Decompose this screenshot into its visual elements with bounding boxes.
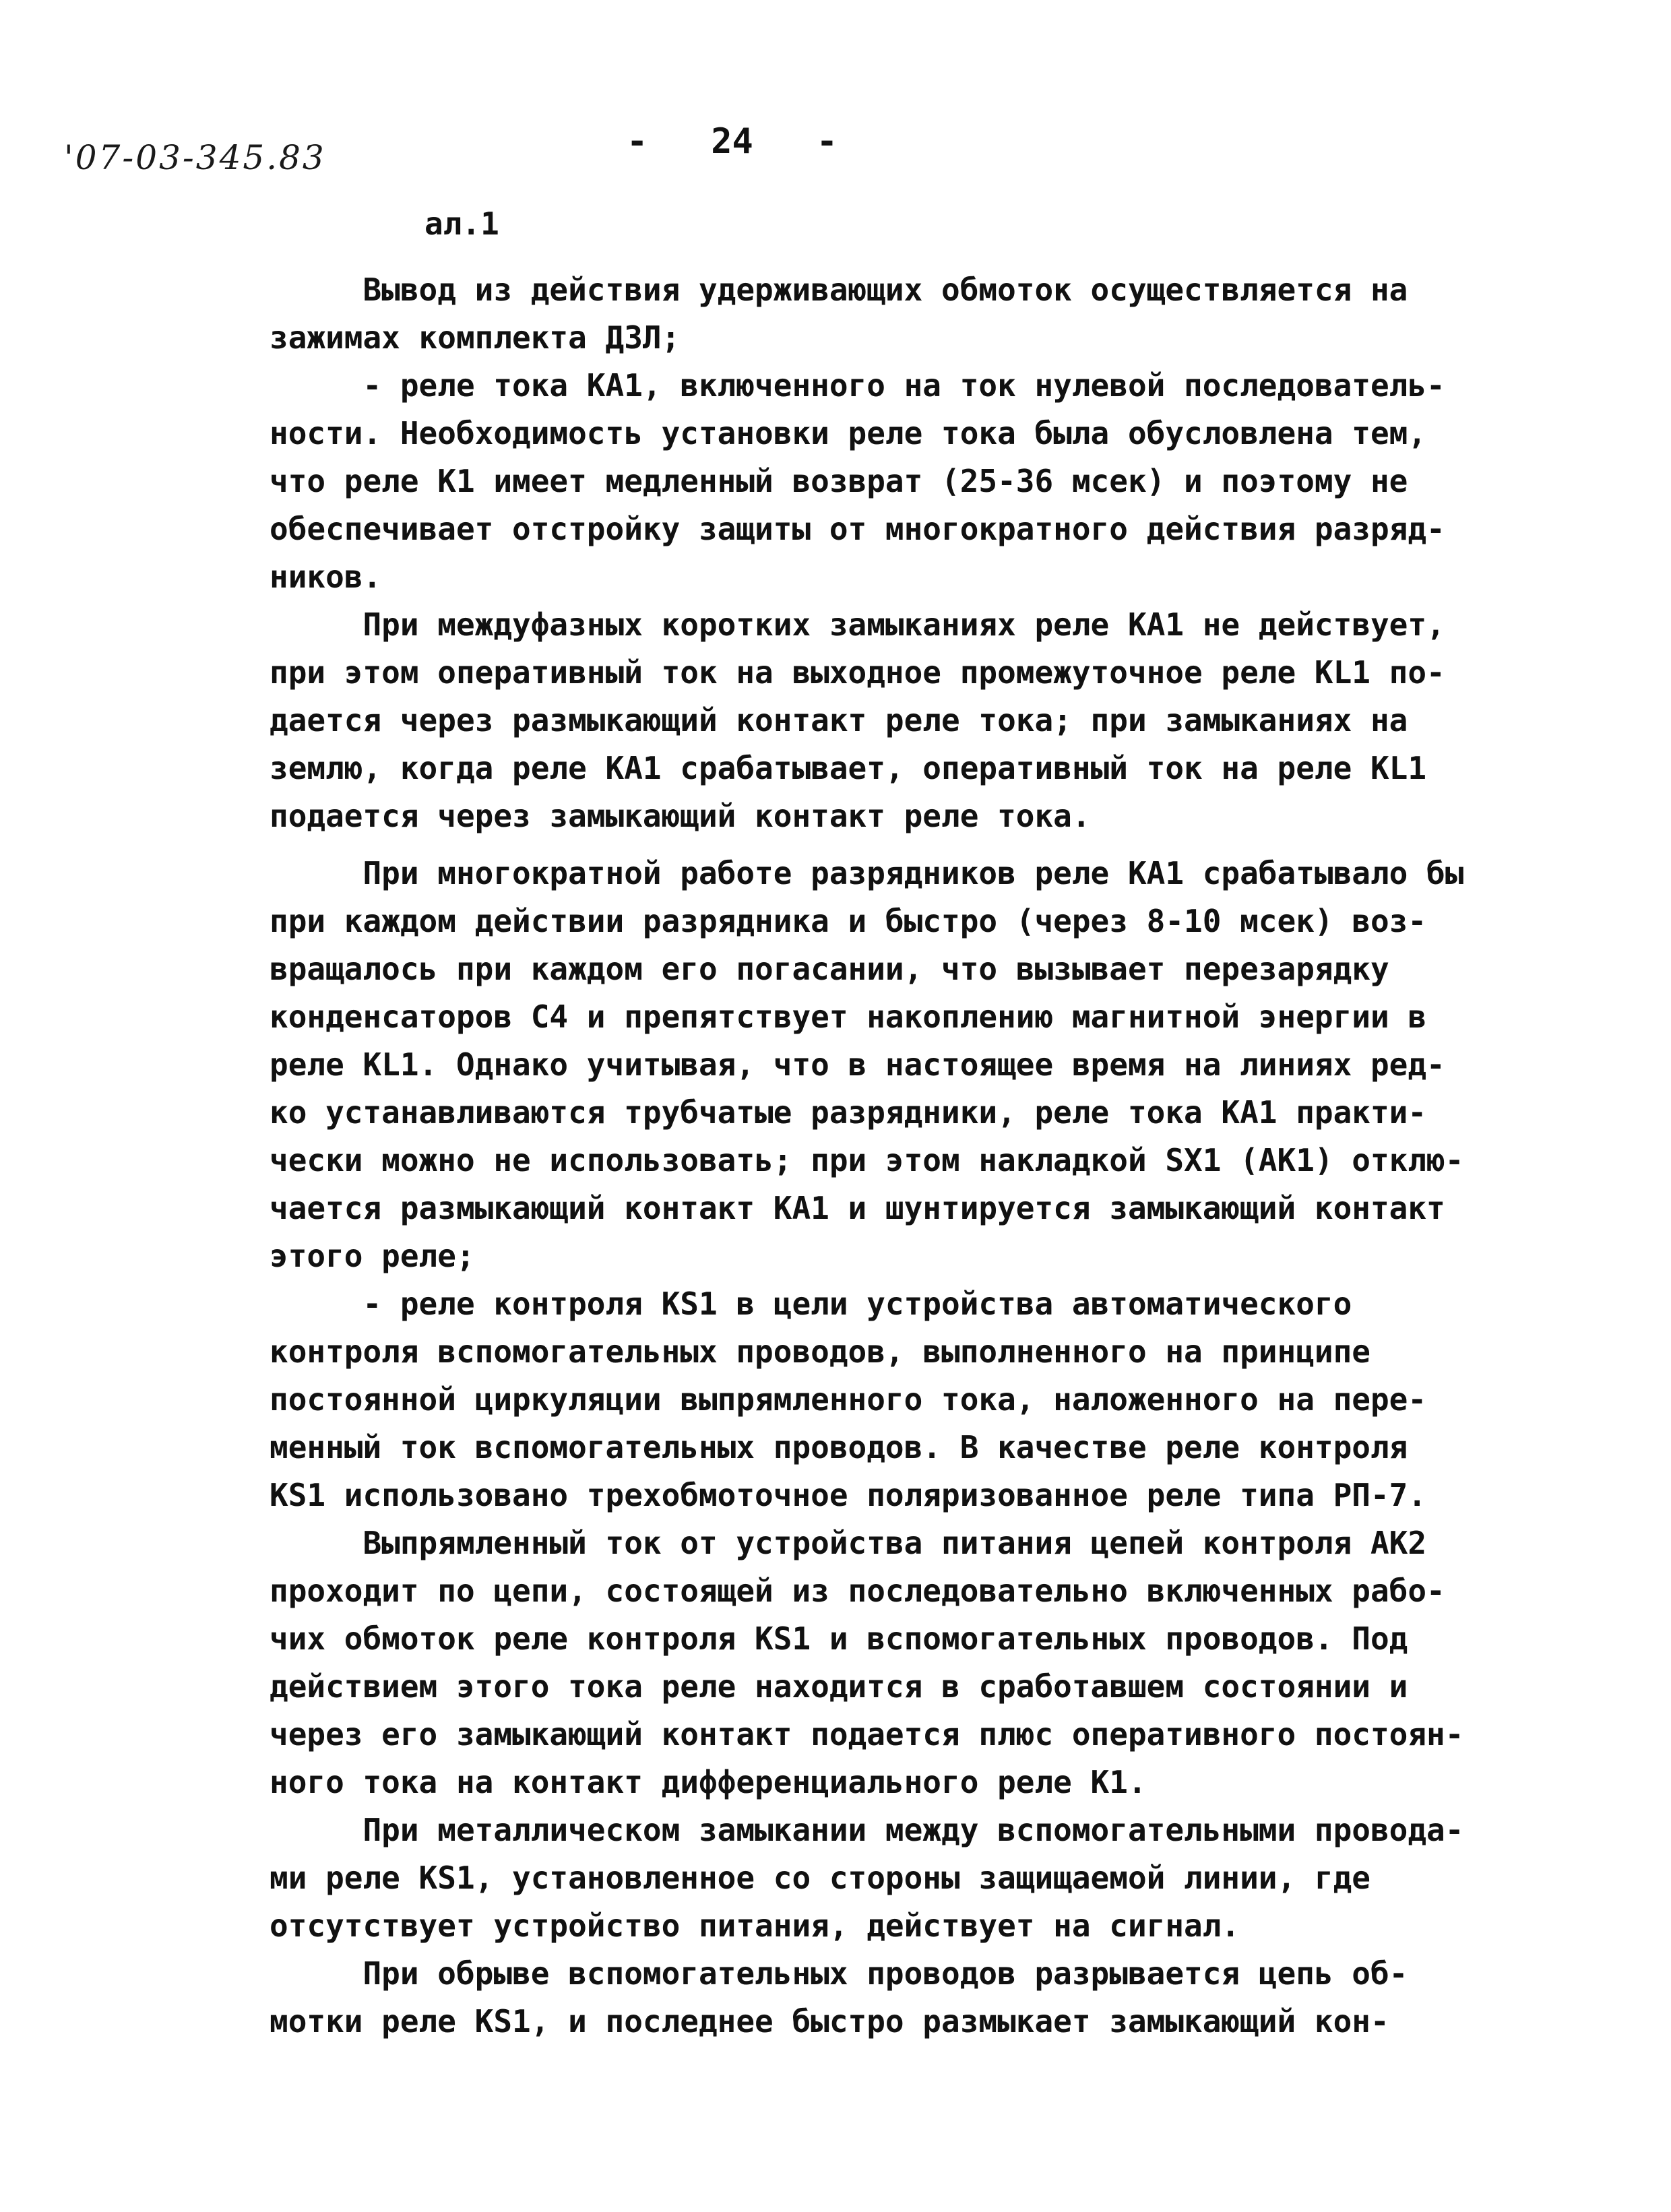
text-line: - реле тока КА1, включенного на ток нулевой последователь- <box>270 367 1445 404</box>
text-line: - реле контроля КS1 в цели устройства автоматического <box>270 1286 1352 1322</box>
text-line: При многократной работе разрядников реле КА1 срабатывало бы <box>270 855 1464 891</box>
text-line: конденсаторов С4 и препятствует накоплению магнитной энергии в <box>270 999 1427 1035</box>
text-line: Выпрямленный ток от устройства питания цепей контроля АК2 <box>270 1525 1427 1561</box>
text-line: отсутствует устройство питания, действует на сигнал. <box>270 1907 1240 1944</box>
section-label: ал.1 <box>424 206 499 242</box>
text-line: менный ток вспомогательных проводов. В качестве реле контроля <box>270 1429 1408 1465</box>
text-line: При металлическом замыкании между вспомогательными провода- <box>270 1812 1464 1848</box>
text-line: ко устанавливаются трубчатые разрядники, реле тока КА1 практи- <box>270 1094 1427 1131</box>
text-line: при каждом действии разрядника и быстро (через 8-10 мсек) воз- <box>270 903 1427 939</box>
text-line: чих обмоток реле контроля КS1 и вспомогательных проводов. Под <box>270 1620 1408 1657</box>
text-line: действием этого тока реле находится в сработавшем состоянии и <box>270 1668 1408 1705</box>
text-line: ников. <box>270 559 382 595</box>
text-line: землю, когда реле КА1 срабатывает, оперативный ток на реле КL1 <box>270 750 1427 786</box>
text-line: ми реле КS1, установленное со стороны защищаемой линии, где <box>270 1860 1370 1896</box>
text-line: постоянной циркуляции выпрямленного тока, наложенного на пере- <box>270 1381 1427 1418</box>
page-number: - 24 - <box>627 121 838 162</box>
text-line: Вывод из действия удерживающих обмоток осуществляется на <box>270 272 1408 308</box>
text-line: чески можно не использовать; при этом накладкой SX1 (АК1) отклю- <box>270 1142 1464 1178</box>
text-line: реле КL1. Однако учитывая, что в настоящее время на линиях ред- <box>270 1046 1445 1083</box>
text-line: чается размыкающий контакт КА1 и шунтируется замыкающий контакт <box>270 1190 1445 1226</box>
paragraph-gap <box>270 840 1536 850</box>
text-line: КS1 использовано трехобмоточное поляризованное реле типа РП-7. <box>270 1477 1427 1513</box>
text-line: проходит по цепи, состоящей из последовательно включенных рабо- <box>270 1573 1445 1609</box>
text-line: мотки реле КS1, и последнее быстро размыкает замыкающий кон- <box>270 2003 1389 2040</box>
text-line: вращалось при каждом его погасании, что вызывает перезарядку <box>270 951 1389 987</box>
text-line: ного тока на контакт дифференциального реле К1. <box>270 1764 1147 1800</box>
text-line: обеспечивает отстройку защиты от многократного действия разряд- <box>270 511 1445 547</box>
body-text <box>270 266 1536 2046</box>
text-line: при этом оперативный ток на выходное промежуточное реле КL1 по- <box>270 654 1445 691</box>
text-line: дается через размыкающий контакт реле тока; при замыканиях на <box>270 702 1408 738</box>
text-line: что реле К1 имеет медленный возврат (25-36 мсек) и поэтому не <box>270 463 1408 499</box>
text-line: через его замыкающий контакт подается плюс оперативного постоян- <box>270 1716 1464 1752</box>
text-line: При обрыве вспомогательных проводов разрывается цепь об- <box>270 1955 1408 1992</box>
document-code: '07-03-345.83 <box>64 138 326 177</box>
text-line: подается через замыкающий контакт реле тока. <box>270 798 1091 834</box>
text-line: контроля вспомогательных проводов, выполненного на принципе <box>270 1333 1370 1370</box>
text-line: зажимах комплекта ДЗЛ; <box>270 319 681 356</box>
text-line: этого реле; <box>270 1238 475 1274</box>
text-line: При междуфазных коротких замыканиях реле КА1 не действует, <box>270 606 1445 643</box>
text-line: ности. Необходимость установки реле тока была обусловлена тем, <box>270 415 1427 451</box>
